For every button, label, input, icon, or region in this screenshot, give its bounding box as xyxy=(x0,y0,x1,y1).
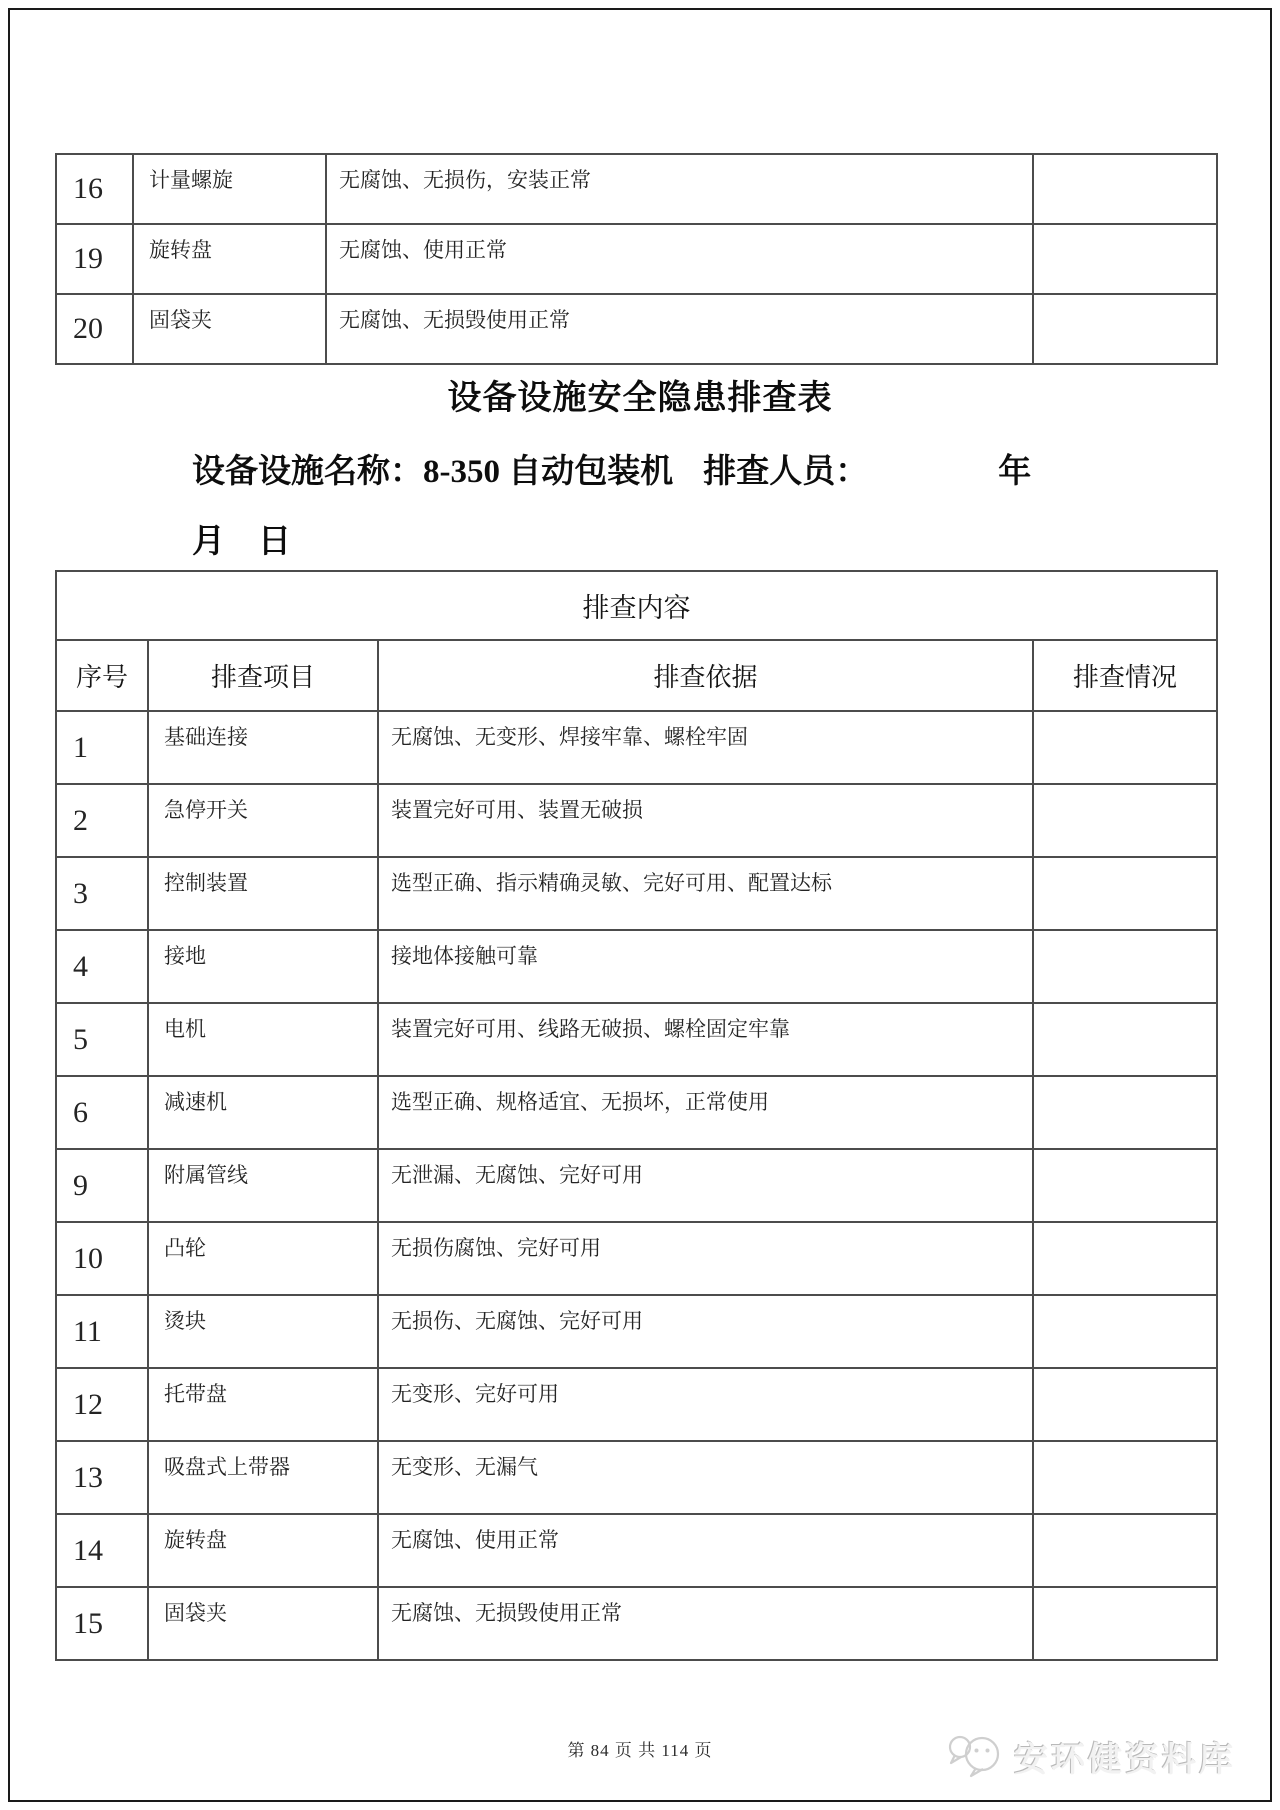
inspection-status-cell xyxy=(1033,1076,1217,1149)
inspection-item-cell: 控制装置 xyxy=(148,857,378,930)
row-number-cell: 16 xyxy=(56,154,133,224)
table-row xyxy=(56,711,1217,784)
col-header-status: 排查情况 xyxy=(1033,640,1217,711)
inspection-basis-cell: 装置完好可用、线路无破损、螺栓固定牢靠 xyxy=(378,1003,1033,1076)
inspection-basis-cell: 无腐蚀、无损毁使用正常 xyxy=(378,1587,1033,1660)
inspection-status-cell xyxy=(1033,1149,1217,1222)
inspection-item-cell: 基础连接 xyxy=(148,711,378,784)
row-number-cell: 2 xyxy=(56,784,148,857)
month-day-line: 月 日 xyxy=(192,524,291,560)
table-row xyxy=(56,1076,1217,1149)
inspection-item-cell: 旋转盘 xyxy=(148,1514,378,1587)
table-row xyxy=(56,1149,1217,1222)
inspection-status-cell xyxy=(1033,224,1217,294)
inspection-status-cell xyxy=(1033,784,1217,857)
inspection-item-cell: 吸盘式上带器 xyxy=(148,1441,378,1514)
column-header-row xyxy=(56,640,1217,711)
inspection-item-cell: 固袋夹 xyxy=(148,1587,378,1660)
year-label: 年 xyxy=(998,454,1032,490)
inspection-status-cell xyxy=(1033,1222,1217,1295)
table-row xyxy=(56,294,1217,364)
inspection-status-cell xyxy=(1033,1368,1217,1441)
inspection-item-cell: 电机 xyxy=(148,1003,378,1076)
row-number-cell: 13 xyxy=(56,1441,148,1514)
inspection-table-head xyxy=(56,571,1217,711)
table-section-header: 排查内容 xyxy=(56,571,1217,640)
inspection-item-cell: 托带盘 xyxy=(148,1368,378,1441)
inspection-item-cell: 减速机 xyxy=(148,1076,378,1149)
inspector-label: 排查人员： xyxy=(703,454,869,490)
table-row xyxy=(56,154,1217,224)
inspection-item-cell: 附属管线 xyxy=(148,1149,378,1222)
device-name-label: 设备设施名称： xyxy=(192,454,423,490)
inspection-basis-cell: 无泄漏、无腐蚀、完好可用 xyxy=(378,1149,1033,1222)
inspection-basis-cell: 无变形、完好可用 xyxy=(378,1368,1033,1441)
inspection-basis-cell: 装置完好可用、装置无破损 xyxy=(378,784,1033,857)
inspection-table-body xyxy=(56,711,1217,1660)
inspection-item-cell: 急停开关 xyxy=(148,784,378,857)
page-title: 设备设施安全隐患排查表 xyxy=(447,380,833,417)
document-page xyxy=(8,8,1272,1802)
inspection-status-cell xyxy=(1033,711,1217,784)
inspection-status-cell xyxy=(1033,294,1217,364)
section-header-row xyxy=(56,571,1217,640)
inspection-basis-cell: 无腐蚀、无变形、焊接牢靠、螺栓牢固 xyxy=(378,711,1033,784)
row-number-cell: 1 xyxy=(56,711,148,784)
table-row xyxy=(56,224,1217,294)
inspection-basis-cell: 无腐蚀、无损毁使用正常 xyxy=(326,294,1033,364)
row-number-cell: 4 xyxy=(56,930,148,1003)
table-row xyxy=(56,930,1217,1003)
row-number-cell: 6 xyxy=(56,1076,148,1149)
row-number-cell: 11 xyxy=(56,1295,148,1368)
row-number-cell: 10 xyxy=(56,1222,148,1295)
inspection-item-cell: 凸轮 xyxy=(148,1222,378,1295)
row-number-cell: 12 xyxy=(56,1368,148,1441)
inspection-status-cell xyxy=(1033,1514,1217,1587)
inspection-basis-cell: 选型正确、规格适宜、无损坏，正常使用 xyxy=(378,1076,1033,1149)
inspection-basis-cell: 无腐蚀、使用正常 xyxy=(326,224,1033,294)
inspection-item-cell: 固袋夹 xyxy=(133,294,326,364)
inspection-item-cell: 接地 xyxy=(148,930,378,1003)
inspection-basis-cell: 无损伤、无腐蚀、完好可用 xyxy=(378,1295,1033,1368)
inspection-status-cell xyxy=(1033,930,1217,1003)
inspection-basis-cell: 无损伤腐蚀、完好可用 xyxy=(378,1222,1033,1295)
row-number-cell: 20 xyxy=(56,294,133,364)
inspection-status-cell xyxy=(1033,1295,1217,1368)
row-number-cell: 14 xyxy=(56,1514,148,1587)
col-header-basis: 排查依据 xyxy=(378,640,1033,711)
table-row xyxy=(56,1295,1217,1368)
inspection-item-cell: 计量螺旋 xyxy=(133,154,326,224)
inspection-basis-cell: 无腐蚀、使用正常 xyxy=(378,1514,1033,1587)
inspection-status-cell xyxy=(1033,857,1217,930)
row-number-cell: 5 xyxy=(56,1003,148,1076)
table-row xyxy=(56,784,1217,857)
inspection-basis-cell: 无变形、无漏气 xyxy=(378,1441,1033,1514)
row-number-cell: 19 xyxy=(56,224,133,294)
row-number-cell: 9 xyxy=(56,1149,148,1222)
col-header-no: 序号 xyxy=(56,640,148,711)
page-number: 第 84 页 共 114 页 xyxy=(567,1741,713,1760)
continuation-table-body xyxy=(56,154,1217,364)
row-number-cell: 3 xyxy=(56,857,148,930)
inspection-status-cell xyxy=(1033,154,1217,224)
table-row xyxy=(56,1003,1217,1076)
inspection-status-cell xyxy=(1033,1003,1217,1076)
inspection-table xyxy=(55,570,1218,1661)
inspection-basis-cell: 选型正确、指示精确灵敏、完好可用、配置达标 xyxy=(378,857,1033,930)
inspection-item-cell: 烫块 xyxy=(148,1295,378,1368)
table-row xyxy=(56,1587,1217,1660)
table-row xyxy=(56,857,1217,930)
inspection-item-cell: 旋转盘 xyxy=(133,224,326,294)
continuation-table xyxy=(55,153,1218,365)
inspection-basis-cell: 无腐蚀、无损伤，安装正常 xyxy=(326,154,1033,224)
table-row xyxy=(56,1514,1217,1587)
device-info-line xyxy=(192,452,1270,492)
table-row xyxy=(56,1368,1217,1441)
row-number-cell: 15 xyxy=(56,1587,148,1660)
table-row xyxy=(56,1441,1217,1514)
device-name-value: 8-350 自动包装机 xyxy=(423,454,674,490)
inspection-status-cell xyxy=(1033,1441,1217,1514)
watermark-text: 安环健资料库 xyxy=(1014,1740,1236,1779)
inspection-status-cell xyxy=(1033,1587,1217,1660)
col-header-item: 排查项目 xyxy=(148,640,378,711)
table-row xyxy=(56,1222,1217,1295)
inspection-basis-cell: 接地体接触可靠 xyxy=(378,930,1033,1003)
